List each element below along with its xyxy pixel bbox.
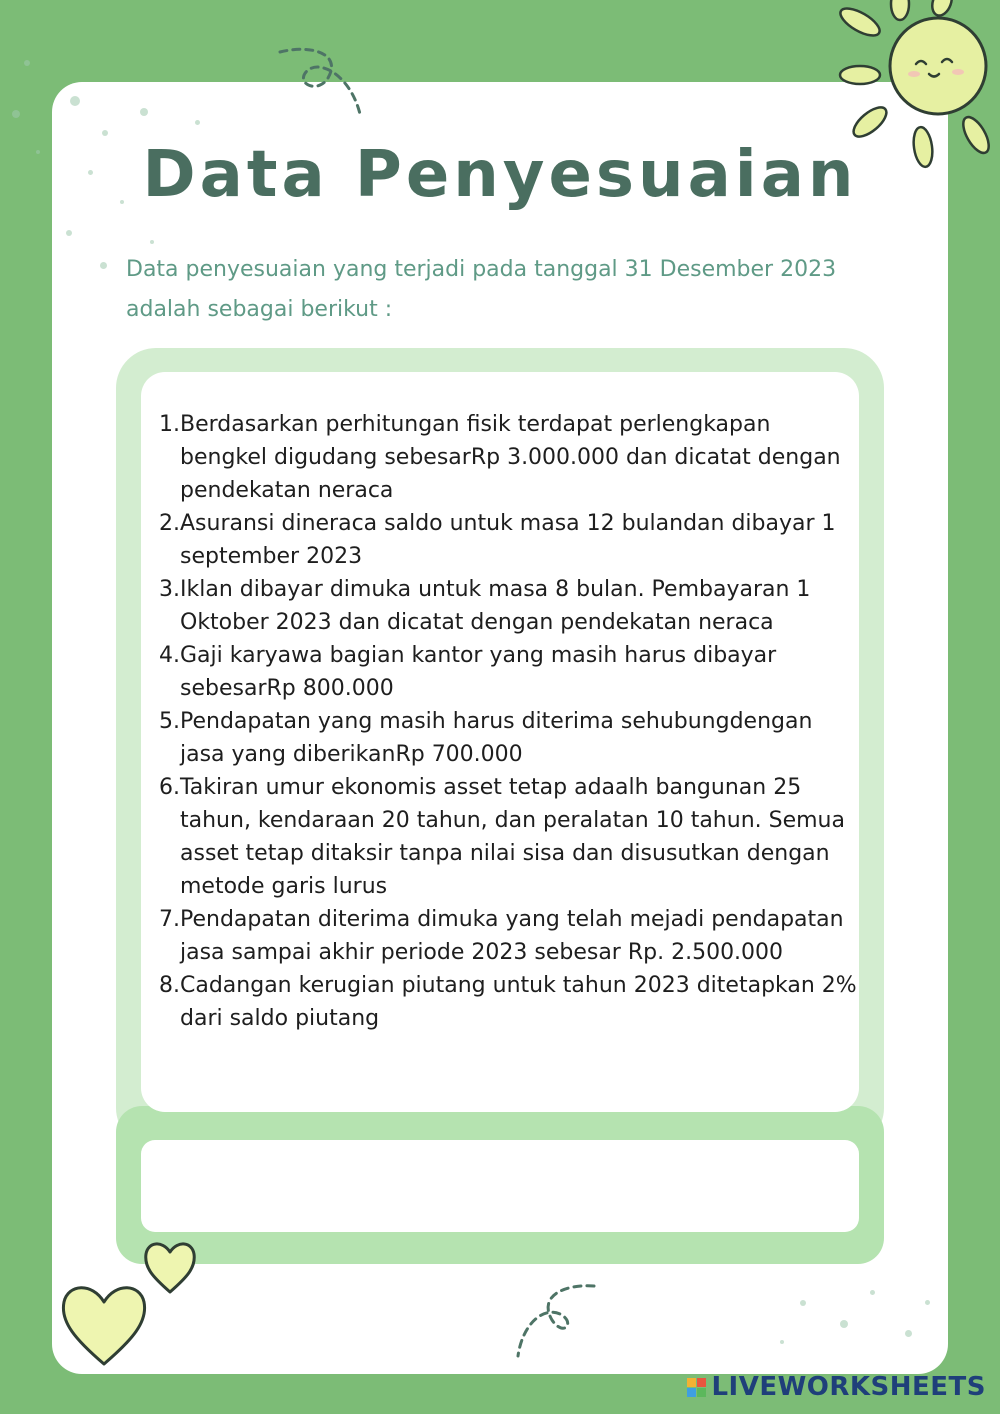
adjustment-list: [158, 408, 860, 1035]
item-text: Iklan dibayar dimuka untuk masa 8 bulan. Pembayaran 1 Oktober 2023 dan dicatat dengan pendekatan neraca: [180, 577, 811, 635]
heart-icon: [140, 1236, 200, 1296]
item-number: 4.: [159, 643, 180, 668]
item-number: 7.: [159, 907, 180, 932]
liveworksheets-logo: [687, 1372, 986, 1402]
item-number: 5.: [159, 709, 180, 734]
list-item: [158, 408, 860, 507]
page-title: Data Penyesuaian: [142, 138, 858, 212]
list-item: [158, 639, 860, 705]
dashed-swirl-icon: [272, 44, 372, 124]
item-number: 6.: [159, 775, 180, 800]
list-item: [158, 705, 860, 771]
brand-name: LIVEWORKSHEETS: [711, 1372, 986, 1402]
logo-mark: [687, 1378, 706, 1397]
item-number: 2.: [159, 511, 180, 536]
item-text: Asuransi dineraca saldo untuk masa 12 bulandan dibayar 1 september 2023: [180, 511, 836, 569]
item-text: Berdasarkan perhitungan fisik terdapat perlengkapan bengkel digudang sebesarRp 3.000.000 dan dicatat dengan pendekatan neraca: [180, 412, 841, 503]
item-text: Pendapatan diterima dimuka yang telah mejadi pendapatan jasa sampai akhir periode 2023 sebesar Rp. 2.500.000: [180, 907, 844, 965]
list-item: [158, 507, 860, 573]
list-item: [158, 573, 860, 639]
dashed-swirl-icon: [508, 1278, 608, 1362]
item-number: 1.: [159, 412, 180, 437]
heart-icon: [56, 1276, 152, 1372]
item-text: Gaji karyawa bagian kantor yang masih harus dibayar sebesarRp 800.000: [180, 643, 777, 701]
item-number: 8.: [159, 973, 180, 998]
list-item: [158, 903, 860, 969]
item-text: Cadangan kerugian piutang untuk tahun 2023 ditetapkan 2% dari saldo piutang: [180, 973, 857, 1031]
intro-text: Data penyesuaian yang terjadi pada tanggal 31 Desember 2023 adalah sebagai berikut :: [126, 257, 837, 322]
item-number: 3.: [159, 577, 180, 602]
item-text: Pendapatan yang masih harus diterima sehubungdengan jasa yang diberikanRp 700.000: [180, 709, 813, 767]
list-item: [158, 969, 860, 1035]
list-item: [158, 771, 860, 903]
answer-input-box[interactable]: [141, 1140, 859, 1232]
item-text: Takiran umur ekonomis asset tetap adaalh bangunan 25 tahun, kendaraan 20 tahun, dan peralatan 10 tahun. Semua asset tetap ditaksir tanpa nilai sisa dan disusutkan dengan metode garis lurus: [180, 775, 845, 899]
